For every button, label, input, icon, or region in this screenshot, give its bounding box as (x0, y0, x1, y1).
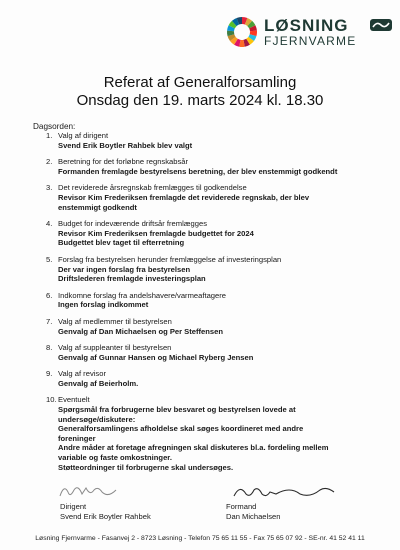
agenda-item-resolution: variable og faste omkostninger. (58, 453, 172, 463)
agenda-item-title: Forslag fra bestyrelsen herunder fremlæggelse af investeringsplan (58, 254, 282, 264)
signature-dirigent-icon (56, 482, 126, 502)
agenda-item-resolution: Der var ingen forslag fra bestyrelsen (58, 264, 191, 274)
agenda-list (46, 131, 376, 472)
agenda-item-body (58, 395, 376, 472)
agenda-item-resolution: Støtteordninger til forbrugerne skal undersøges. (58, 462, 234, 472)
dirigent-name: Svend Erik Boytler Rahbek (60, 511, 151, 521)
agenda-item-resolution: undersøge/diskutere: (58, 414, 136, 424)
agenda-item-body (58, 255, 376, 284)
agenda-heading: Dagsorden: (33, 122, 76, 131)
logo-brand-text: LØSNING (264, 16, 349, 35)
agenda-item-resolution: Svend Erik Boytler Rahbek blev valgt (58, 140, 193, 150)
agenda-item (46, 255, 376, 284)
agenda-item (46, 183, 376, 212)
company-logo (226, 14, 394, 50)
agenda-item-number: 5. (46, 254, 53, 264)
signature-block-dirigent (60, 482, 151, 521)
agenda-item-body (58, 131, 376, 150)
agenda-item-body (58, 183, 376, 212)
document-subtitle: Onsdag den 19. marts 2024 kl. 18.30 (76, 92, 324, 109)
agenda-item-number: 6. (46, 290, 53, 300)
agenda-item-resolution: Genvalg af Gunnar Hansen og Michael Ryberg Jensen (58, 352, 254, 362)
agenda-item-number: 8. (46, 343, 53, 353)
agenda-item-title: Valg af suppleanter til bestyrelsen (58, 343, 172, 353)
agenda-item-title: Indkomne forslag fra andelshavere/varmeaftagere (58, 290, 227, 300)
agenda-item-resolution: Genvalg af Dan Michaelsen og Per Steffensen (58, 326, 224, 336)
agenda-item-resolution: Driftslederen fremlagde investeringsplan (58, 274, 206, 284)
agenda-item-number: 4. (46, 219, 53, 229)
formand-name: Dan Michaelsen (226, 511, 281, 521)
agenda-item-body (58, 219, 376, 248)
formand-role: Formand (226, 502, 257, 511)
agenda-item-resolution: enstemmigt godkendt (58, 202, 137, 212)
document-footer: Løsning Fjernvarme - Fasanvej 2 - 8723 Løsning - Telefon 75 65 11 55 - Fax 75 65 07 92 - SE-nr. 41 52 41 11 (35, 535, 365, 542)
agenda-item-resolution: Andre måder at foretage afregningen skal diskuteres bl.a. fordeling mellem (58, 443, 329, 453)
agenda-item-title: Eventuelt (58, 395, 90, 405)
agenda-item-resolution: Spørgsmål fra forbrugerne blev besvaret og bestyrelsen lovede at (58, 405, 296, 415)
agenda-item-number: 7. (46, 316, 53, 326)
agenda-item-resolution: foreninger (58, 433, 96, 443)
agenda-item-resolution: Genvalg af Beierholm. (58, 378, 139, 388)
agenda-item (46, 291, 376, 310)
logo-mark-icon (370, 18, 392, 32)
agenda-item (46, 219, 376, 248)
agenda-item (46, 157, 376, 176)
agenda-item (46, 343, 376, 362)
agenda-item-resolution: Revisor Kim Frederiksen fremlagde det reviderede regnskab, der blev (58, 192, 310, 202)
logo-sub-text: FJERNVARME (264, 34, 357, 48)
agenda-item-resolution: Ingen forslag indkommet (58, 300, 149, 310)
agenda-item (46, 317, 376, 336)
agenda-item-number: 3. (46, 183, 53, 193)
signature-block-formand (226, 482, 340, 521)
agenda-item-resolution: Generalforsamlingens afholdelse skal søges koordineret med andre (58, 424, 304, 434)
agenda-item-number: 2. (46, 157, 53, 167)
agenda-item-title: Valg af medlemmer til bestyrelsen (58, 316, 172, 326)
agenda-item-number: 1. (46, 131, 53, 140)
document-title: Referat af Generalforsamling (103, 74, 297, 91)
agenda-item-resolution: Budgettet blev taget til efterretning (58, 238, 185, 248)
agenda-item (46, 395, 376, 472)
agenda-item-body (58, 157, 376, 176)
agenda-item-number: 9. (46, 369, 53, 379)
agenda-item-title: Beretning for det forløbne regnskabsår (58, 157, 189, 167)
sdg-wheel-icon (226, 16, 258, 48)
agenda-item-title: Budget for indeværende driftsår fremlægges (58, 219, 207, 229)
agenda-item-number: 10. (46, 395, 57, 405)
agenda-item (46, 369, 376, 388)
agenda-item-title: Det reviderede årsregnskab fremlægges til godkendelse (58, 183, 247, 193)
agenda-item-body (58, 343, 376, 362)
signature-formand-icon (230, 482, 340, 502)
agenda-item-title: Valg af revisor (58, 369, 106, 379)
agenda-item-resolution: Revisor Kim Frederiksen fremlagde budgettet for 2024 (58, 228, 254, 238)
agenda-item-title: Valg af dirigent (58, 131, 109, 140)
agenda-item-body (58, 317, 376, 336)
dirigent-role: Dirigent (60, 502, 87, 511)
agenda-item-body (58, 369, 376, 388)
agenda-item-body (58, 291, 376, 310)
agenda-item (46, 131, 376, 150)
agenda-item-resolution: Formanden fremlagde bestyrelsens beretning, der blev enstemmigt godkendt (58, 166, 338, 176)
